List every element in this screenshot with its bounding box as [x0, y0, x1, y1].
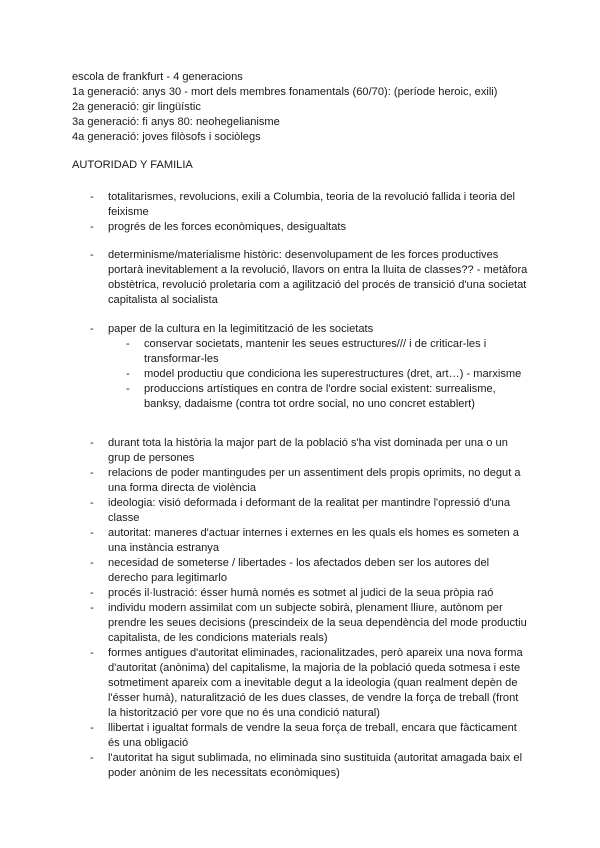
- generation-line: 4a generació: joves filòsofs i sociòlegs: [72, 131, 261, 143]
- list-item: [0, 601, 528, 646]
- sub-list: [108, 337, 528, 412]
- list-item: [0, 586, 528, 601]
- list-item: [0, 436, 528, 466]
- list-item: [0, 751, 528, 781]
- list-item-text: procés il·lustració: ésser humà només es sotmet al judici de la seua pròpia raó: [108, 587, 494, 599]
- list-item-text: formes antigues d'autoritat eliminades, racionalitzades, però apareix una nova forma d'autoritat (anònima) del capitalisme, la majoria de la població queda sotmesa i este sotmetiment apareix com a inevitable degut a la ideologia (quan realment depèn de l'ésser humà), naturalització de les dues classes, de vendre la força de treball (front la historització per vore que no és una condició natural): [108, 647, 523, 719]
- bullet-list-group-3: [0, 322, 600, 412]
- list-item-text: llibertat i igualtat formals de vendre la seua força de treball, encara que fàcticament és una obligació: [108, 722, 517, 749]
- list-item: [0, 466, 528, 496]
- list-item-text: autoritat: maneres d'actuar internes i externes en les quals els homes es someten a una instància estranya: [108, 527, 519, 554]
- list-item-text: durant tota la història la major part de la població s'ha vist dominada per una o un grup de persones: [108, 437, 508, 464]
- list-item: [0, 556, 528, 586]
- list-item: [0, 220, 528, 235]
- sub-list-item-text: produccions artístiques en contra de l'ordre social existent: surrealisme, banksy, dadaisme (contra tot ordre social, no uno concret establert): [144, 383, 496, 410]
- document-heading: escola de frankfurt - 4 generacions: [72, 71, 243, 83]
- bullet-dash: -: [90, 437, 94, 449]
- bullet-dash: -: [126, 383, 130, 395]
- bullet-dash: -: [90, 191, 94, 203]
- sub-list-item: [108, 367, 528, 382]
- intro-block: [72, 70, 552, 145]
- list-item-text: ideologia: visió deformada i deformant de la realitat per mantindre l'opressió d'una classe: [108, 497, 510, 524]
- bullet-dash: -: [90, 249, 94, 261]
- list-item-text: necesidad de someterse / libertades - los afectados deben ser los autores del derecho para legitimarlo: [108, 557, 490, 584]
- list-item: [0, 322, 528, 412]
- bullet-dash: -: [90, 323, 94, 335]
- list-item-text: determinisme/materialisme històric: desenvolupament de les forces productives portarà inevitablement a la revolució, llavors on entra la lluita de classes?? - metàfora obstètrica, revolució proletaria com a agilització del procés de transició d'una societat capitalista al socialista: [108, 249, 528, 306]
- bullet-dash: -: [90, 557, 94, 569]
- list-item-text: l'autoritat ha sigut sublimada, no eliminada sino sustituida (autoritat amagada baix el poder anònim de les necessitats econòmiques): [108, 752, 523, 779]
- bullet-dash: -: [90, 527, 94, 539]
- list-item: [0, 496, 528, 526]
- bullet-dash: -: [90, 647, 94, 659]
- sub-list-item-text: conservar societats, mantenir les seues estructures/// i de criticar-les i transformar-les: [144, 338, 487, 365]
- list-item-text: individu modern assimilat com un subjecte sobirà, plenament lliure, autònom per prendre les seues decisions (prescindeix de la seua dependència del mode productiu capitalista, de les condicions materials reals): [108, 602, 527, 644]
- generation-line: 1a generació: anys 30 - mort dels membres fonamentals (60/70): (període heroic, exili): [72, 86, 498, 98]
- bullet-dash: -: [90, 722, 94, 734]
- bullet-dash: -: [126, 338, 130, 350]
- bullet-list-group-2: [0, 248, 600, 308]
- section-title: AUTORIDAD Y FAMILIA: [72, 159, 193, 171]
- bullet-dash: -: [90, 752, 94, 764]
- list-item-text: progrés de les forces econòmiques, desigualtats: [108, 221, 347, 233]
- bullet-dash: -: [90, 587, 94, 599]
- bullet-dash: -: [90, 467, 94, 479]
- bullet-dash: -: [126, 368, 130, 380]
- bullet-list-group-1: [0, 190, 600, 235]
- sub-list-item-text: model productiu que condiciona les superestructures (dret, art…) - marxisme: [144, 368, 522, 380]
- list-item-text: totalitarismes, revolucions, exili a Columbia, teoria de la revolució fallida i teoria del feixisme: [108, 191, 515, 218]
- list-item: [0, 721, 528, 751]
- bullet-dash: -: [90, 221, 94, 233]
- list-item-text: relacions de poder mantingudes per un assentiment dels propis oprimits, no degut a una forma directa de violència: [108, 467, 521, 494]
- bullet-list-group-4: [0, 436, 600, 781]
- generation-line: 2a generació: gir lingüístic: [72, 101, 201, 113]
- list-item: [0, 190, 528, 220]
- generation-line: 3a generació: fi anys 80: neohegelianisme: [72, 116, 280, 128]
- bullet-dash: -: [90, 602, 94, 614]
- list-item: [0, 248, 528, 308]
- bullet-dash: -: [90, 497, 94, 509]
- list-item: [0, 526, 528, 556]
- sub-list-item: [108, 382, 528, 412]
- list-item-text: paper de la cultura en la legimitització de les societats: [108, 323, 374, 335]
- sub-list-item: [108, 337, 528, 367]
- list-item: [0, 646, 528, 721]
